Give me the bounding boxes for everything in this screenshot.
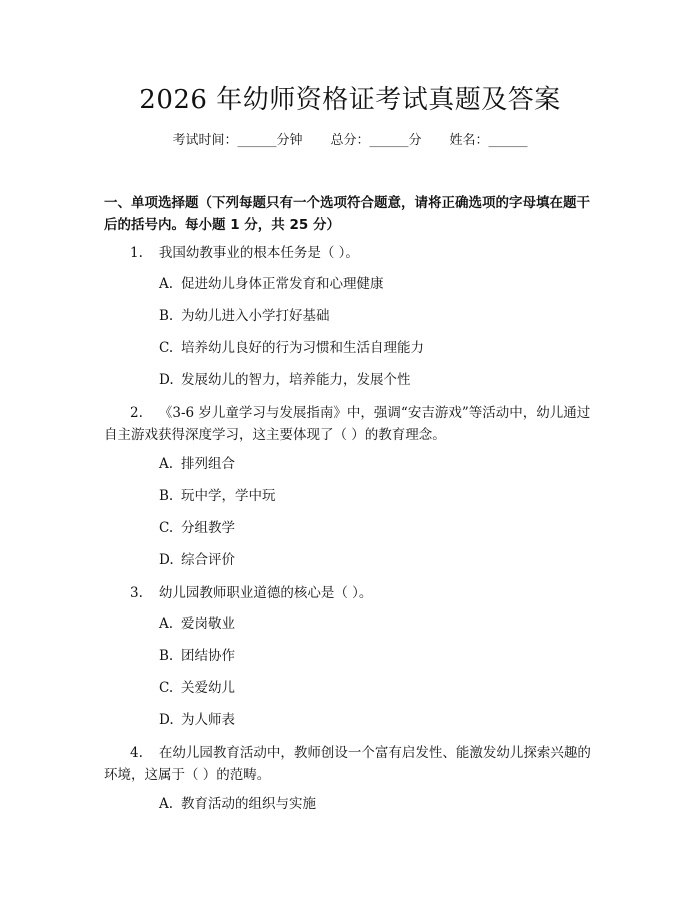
option-text: 为幼儿进入小学打好基础 [181, 308, 330, 324]
option-text: 关爱幼儿 [181, 680, 235, 696]
option-letter: B. [159, 648, 174, 664]
option-3b [159, 646, 599, 666]
question-1 [104, 242, 596, 264]
option-letter: B. [159, 488, 174, 504]
option-2a [159, 454, 599, 474]
option-text: 为人师表 [181, 712, 235, 728]
option-text: 分组教学 [181, 520, 235, 536]
option-text: 团结协作 [181, 648, 235, 664]
option-text: 教育活动的组织与实施 [181, 796, 316, 812]
option-letter: C. [159, 520, 174, 536]
option-letter: A. [159, 616, 174, 632]
option-3a [159, 614, 599, 634]
option-letter: A. [159, 796, 174, 812]
question-number: 1. [130, 245, 143, 261]
option-1b [159, 306, 599, 326]
question-text: 《3-6 岁儿童学习与发展指南》中，强调“安吉游戏”等活动中，幼儿通过自主游戏获得深度学习，这主要体现了（ ）的教育理念。 [104, 405, 591, 443]
option-text: 爱岗敬业 [181, 616, 235, 632]
question-number: 3. [130, 585, 143, 601]
question-text: 我国幼教事业的根本任务是（ ）。 [158, 245, 359, 261]
option-letter: B. [159, 308, 174, 324]
option-letter: A. [159, 456, 174, 472]
question-4 [104, 742, 596, 786]
option-text: 培养幼儿良好的行为习惯和生活自理能力 [181, 340, 424, 356]
option-1c [159, 338, 599, 358]
option-letter: D. [159, 552, 174, 568]
option-text: 玩中学，学中玩 [181, 488, 276, 504]
question-text: 在幼儿园教育活动中，教师创设一个富有启发性、能激发幼儿探索兴趣的环境，这属于（ ）的范畴。 [104, 745, 591, 783]
option-2c [159, 518, 599, 538]
option-1a [159, 274, 599, 294]
question-text: 幼儿园教师职业道德的核心是（ ）。 [158, 585, 373, 601]
option-3d [159, 710, 599, 730]
option-text: 综合评价 [181, 552, 235, 568]
section-heading: 一、单项选择题（下列每题只有一个选项符合题意，请将正确选项的字母填在题干后的括号内。每小题 1 分，共 25 分） [104, 195, 590, 233]
exam-meta [0, 131, 700, 151]
student-name: 姓名：______ [449, 133, 528, 148]
option-letter: D. [159, 712, 174, 728]
question-3 [104, 582, 596, 604]
option-2d [159, 550, 599, 570]
option-letter: A. [159, 276, 174, 292]
option-1d [159, 370, 599, 390]
exam-time: 考试时间：______分钟 [172, 133, 303, 148]
option-2b [159, 486, 599, 506]
option-text: 促进幼儿身体正常发育和心理健康 [181, 276, 384, 292]
question-number: 2. [130, 405, 143, 421]
page-title: 2026 年幼师资格证考试真题及答案 [139, 85, 561, 115]
option-text: 排列组合 [181, 456, 235, 472]
question-2 [104, 402, 596, 446]
option-letter: C. [159, 680, 174, 696]
option-letter: C. [159, 340, 174, 356]
option-4a [159, 794, 599, 814]
option-text: 发展幼儿的智力，培养能力，发展个性 [181, 372, 411, 388]
question-number: 4. [130, 745, 143, 761]
option-3c [159, 678, 599, 698]
option-letter: D. [159, 372, 174, 388]
total-score: 总分：______分 [330, 133, 422, 148]
